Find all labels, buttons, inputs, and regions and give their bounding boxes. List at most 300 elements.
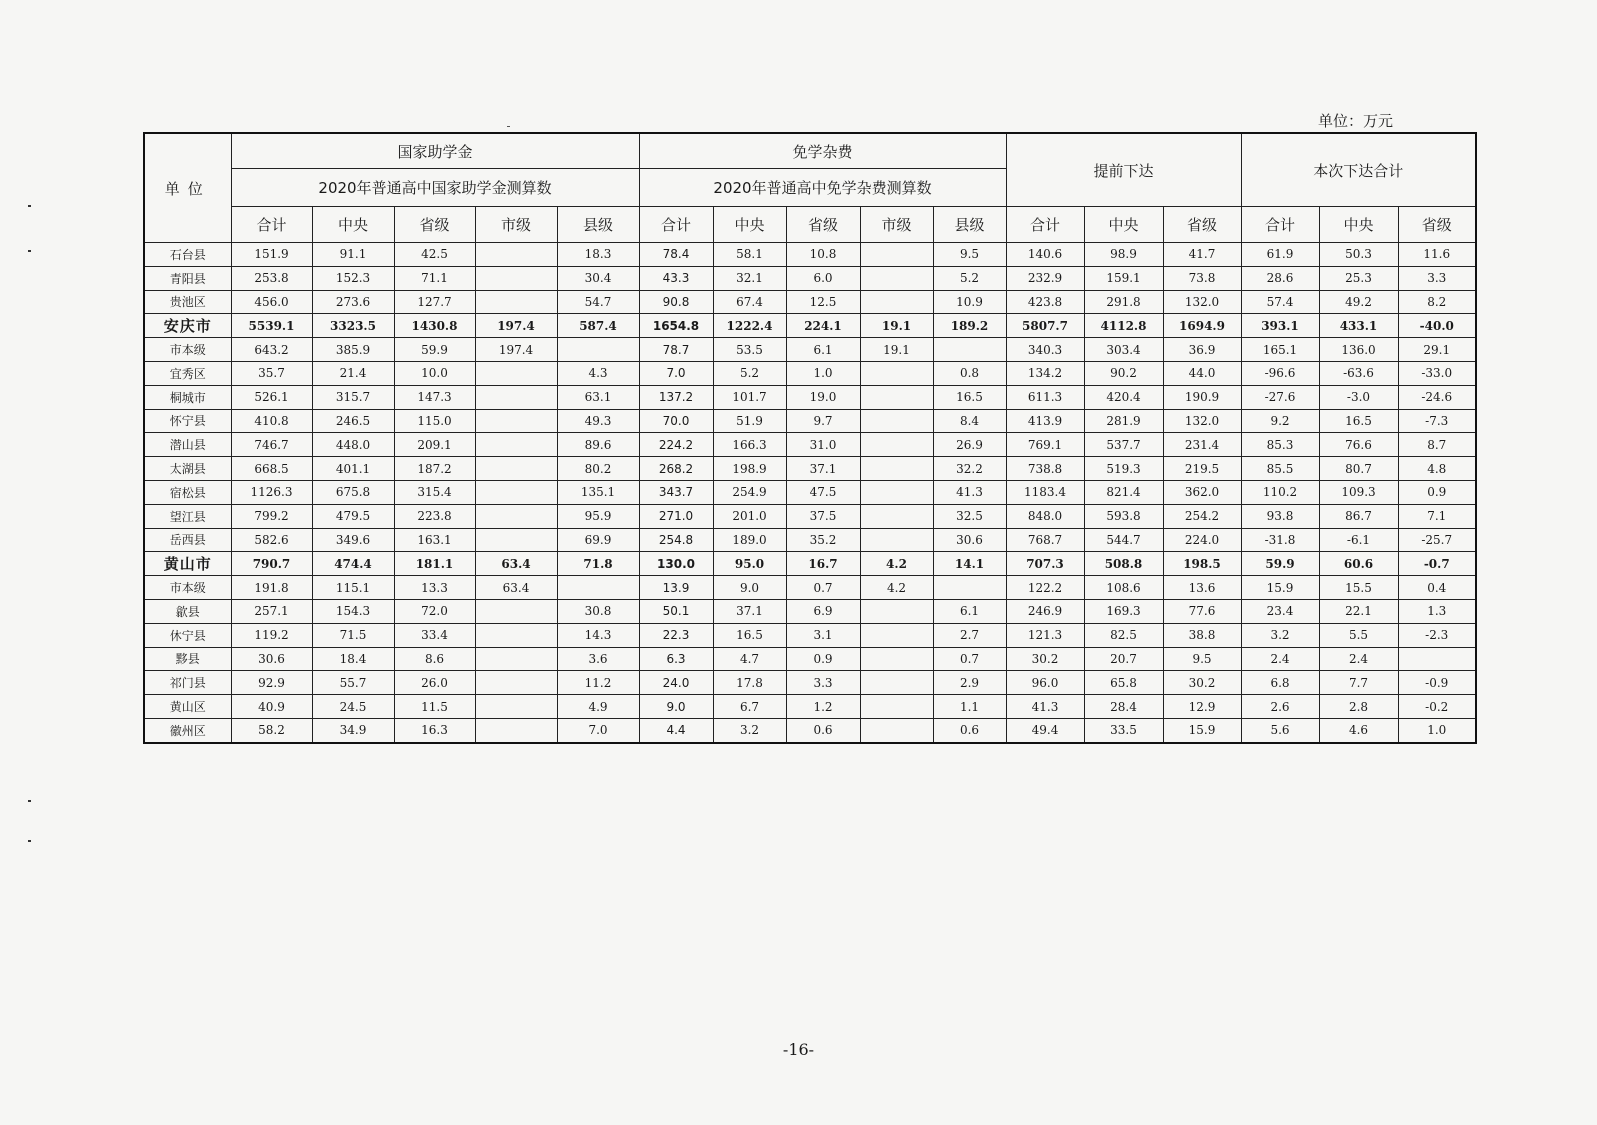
table-cell: 6.3 [639, 647, 713, 671]
table-cell: 1.0 [1398, 718, 1476, 742]
table-cell [475, 361, 557, 385]
table-cell: 90.2 [1084, 361, 1163, 385]
table-cell: -96.6 [1241, 361, 1319, 385]
table-cell: 315.4 [394, 480, 475, 504]
table-cell: 4.3 [557, 361, 639, 385]
table-cell [860, 243, 933, 267]
table-row [144, 361, 1476, 385]
table-cell: 189.0 [713, 528, 786, 552]
table-cell: 19.1 [860, 338, 933, 362]
table-cell [860, 480, 933, 504]
table-cell: 28.4 [1084, 695, 1163, 719]
table-cell: 140.6 [1006, 243, 1084, 267]
table-cell: 18.3 [557, 243, 639, 267]
table-cell: 2.4 [1319, 647, 1398, 671]
table-cell [475, 695, 557, 719]
row-unit-name: 市本级 [144, 576, 231, 600]
table-cell: 15.5 [1319, 576, 1398, 600]
table-cell: 738.8 [1006, 457, 1084, 481]
table-cell [475, 647, 557, 671]
table-cell [860, 266, 933, 290]
table-row [144, 409, 1476, 433]
table-cell: 30.2 [1006, 647, 1084, 671]
table-cell: 41.3 [1006, 695, 1084, 719]
table-cell: 1430.8 [394, 314, 475, 338]
table-cell: 134.2 [1006, 361, 1084, 385]
table-cell: 9.2 [1241, 409, 1319, 433]
table-cell: 587.4 [557, 314, 639, 338]
table-cell: 137.2 [639, 385, 713, 409]
row-unit-name: 怀宁县 [144, 409, 231, 433]
row-unit-name: 市本级 [144, 338, 231, 362]
table-cell: 3.6 [557, 647, 639, 671]
table-cell: 2.7 [933, 623, 1006, 647]
table-cell: 59.9 [394, 338, 475, 362]
table-cell: 71.1 [394, 266, 475, 290]
table-cell: 0.9 [786, 647, 860, 671]
table-cell: 315.7 [312, 385, 394, 409]
row-unit-name: 安庆市 [144, 314, 231, 338]
table-cell [557, 338, 639, 362]
table-cell: 4.2 [860, 552, 933, 576]
table-cell: 291.8 [1084, 290, 1163, 314]
table-cell: 6.9 [786, 599, 860, 623]
table-cell [475, 290, 557, 314]
table-row [144, 647, 1476, 671]
table-cell: 362.0 [1163, 480, 1241, 504]
table-cell: 101.7 [713, 385, 786, 409]
table-cell: 11.5 [394, 695, 475, 719]
table-cell: 1694.9 [1163, 314, 1241, 338]
table-cell: 136.0 [1319, 338, 1398, 362]
table-cell: 5.6 [1241, 718, 1319, 742]
table-row [144, 599, 1476, 623]
table-cell: -3.0 [1319, 385, 1398, 409]
page-number: -16- [782, 1040, 815, 1059]
table-cell: 82.5 [1084, 623, 1163, 647]
table-cell: 44.0 [1163, 361, 1241, 385]
table-cell: 31.0 [786, 433, 860, 457]
table-cell: 42.5 [394, 243, 475, 267]
table-cell: 70.0 [639, 409, 713, 433]
column-header: 县级 [933, 207, 1006, 243]
table-cell [860, 528, 933, 552]
table-cell [1398, 647, 1476, 671]
table-cell: 191.8 [231, 576, 312, 600]
table-cell: 9.0 [713, 576, 786, 600]
table-cell: 4.9 [557, 695, 639, 719]
table-cell: 474.4 [312, 552, 394, 576]
table-cell: 273.6 [312, 290, 394, 314]
city-total-row [144, 552, 1476, 576]
table-cell: 303.4 [1084, 338, 1163, 362]
table-cell: 12.5 [786, 290, 860, 314]
table-cell: -27.6 [1241, 385, 1319, 409]
table-cell [475, 433, 557, 457]
table-cell: 166.3 [713, 433, 786, 457]
table-cell: 37.1 [786, 457, 860, 481]
table-row [144, 457, 1476, 481]
scan-mark [507, 126, 510, 127]
table-cell: 30.8 [557, 599, 639, 623]
table-cell: 67.4 [713, 290, 786, 314]
table-cell: 55.7 [312, 671, 394, 695]
table-cell: 198.5 [1163, 552, 1241, 576]
table-cell: 152.3 [312, 266, 394, 290]
table-cell: -33.0 [1398, 361, 1476, 385]
table-cell: 154.3 [312, 599, 394, 623]
table-cell: 77.6 [1163, 599, 1241, 623]
table-cell: 219.5 [1163, 457, 1241, 481]
table-cell: 23.4 [1241, 599, 1319, 623]
column-header: 市级 [860, 207, 933, 243]
table-cell: 1222.4 [713, 314, 786, 338]
table-cell: 9.5 [933, 243, 1006, 267]
table-cell [475, 409, 557, 433]
table-cell: -7.3 [1398, 409, 1476, 433]
table-cell: 30.4 [557, 266, 639, 290]
table-cell [475, 457, 557, 481]
table-cell: 1.3 [1398, 599, 1476, 623]
table-cell: 3.1 [786, 623, 860, 647]
table-cell: 6.1 [933, 599, 1006, 623]
table-cell: 6.8 [1241, 671, 1319, 695]
table-row [144, 385, 1476, 409]
table-cell: 119.2 [231, 623, 312, 647]
table-cell: 526.1 [231, 385, 312, 409]
table-cell: 224.2 [639, 433, 713, 457]
table-cell: 49.2 [1319, 290, 1398, 314]
table-cell: 9.5 [1163, 647, 1241, 671]
row-unit-name: 潜山县 [144, 433, 231, 457]
table-cell: 22.1 [1319, 599, 1398, 623]
table-cell: 257.1 [231, 599, 312, 623]
column-header: 合计 [1241, 207, 1319, 243]
table-cell: 110.2 [1241, 480, 1319, 504]
table-cell: 29.1 [1398, 338, 1476, 362]
table-cell: 121.3 [1006, 623, 1084, 647]
table-cell: 17.8 [713, 671, 786, 695]
table-cell: 127.7 [394, 290, 475, 314]
table-cell: 80.7 [1319, 457, 1398, 481]
table-cell [860, 385, 933, 409]
table-cell: 385.9 [312, 338, 394, 362]
table-cell: 14.1 [933, 552, 1006, 576]
column-header: 中央 [312, 207, 394, 243]
table-cell: 8.2 [1398, 290, 1476, 314]
table-cell: 71.8 [557, 552, 639, 576]
table-cell: -6.1 [1319, 528, 1398, 552]
table-cell: 0.9 [1398, 480, 1476, 504]
table-cell: 790.7 [231, 552, 312, 576]
table-cell: 593.8 [1084, 504, 1163, 528]
row-unit-name: 桐城市 [144, 385, 231, 409]
table-cell [475, 504, 557, 528]
header-national-grant: 国家助学金 [231, 133, 639, 169]
table-cell: -31.8 [1241, 528, 1319, 552]
table-cell: 40.9 [231, 695, 312, 719]
table-cell: 4.7 [713, 647, 786, 671]
table-cell [933, 338, 1006, 362]
table-cell: 0.7 [933, 647, 1006, 671]
table-cell: 21.4 [312, 361, 394, 385]
table-cell: 30.2 [1163, 671, 1241, 695]
table-cell: 611.3 [1006, 385, 1084, 409]
table-cell: 76.6 [1319, 433, 1398, 457]
table-cell: 16.3 [394, 718, 475, 742]
table-cell: 14.3 [557, 623, 639, 647]
table-cell: 169.3 [1084, 599, 1163, 623]
table-cell [860, 457, 933, 481]
table-cell: 41.3 [933, 480, 1006, 504]
table-cell: 36.9 [1163, 338, 1241, 362]
table-cell: 86.7 [1319, 504, 1398, 528]
table-cell: 8.7 [1398, 433, 1476, 457]
table-cell: 37.1 [713, 599, 786, 623]
table-cell: 343.7 [639, 480, 713, 504]
table-cell [860, 433, 933, 457]
column-header: 合计 [639, 207, 713, 243]
table-cell: 1654.8 [639, 314, 713, 338]
table-cell: 197.4 [475, 338, 557, 362]
table-cell: 0.7 [786, 576, 860, 600]
column-header: 省级 [786, 207, 860, 243]
table-cell: 71.5 [312, 623, 394, 647]
table-cell: -2.3 [1398, 623, 1476, 647]
table-cell: 675.8 [312, 480, 394, 504]
row-unit-name: 石台县 [144, 243, 231, 267]
table-cell: 19.0 [786, 385, 860, 409]
table-cell: -0.2 [1398, 695, 1476, 719]
table-row [144, 338, 1476, 362]
table-cell: 80.2 [557, 457, 639, 481]
table-cell: 410.8 [231, 409, 312, 433]
header-national-grant-sub: 2020年普通高中国家助学金测算数 [231, 169, 639, 207]
table-cell [475, 528, 557, 552]
row-unit-name: 宜秀区 [144, 361, 231, 385]
table-cell: 537.7 [1084, 433, 1163, 457]
table-cell: 54.7 [557, 290, 639, 314]
table-cell: 209.1 [394, 433, 475, 457]
table-cell: 32.1 [713, 266, 786, 290]
table-row [144, 504, 1476, 528]
table-cell [860, 290, 933, 314]
table-cell: 30.6 [933, 528, 1006, 552]
table-cell: 95.9 [557, 504, 639, 528]
column-header: 省级 [1163, 207, 1241, 243]
table-cell: 7.7 [1319, 671, 1398, 695]
row-unit-name: 歙县 [144, 599, 231, 623]
table-cell [860, 599, 933, 623]
scan-mark [28, 800, 31, 802]
table-cell: 0.4 [1398, 576, 1476, 600]
table-cell: -25.7 [1398, 528, 1476, 552]
column-header: 县级 [557, 207, 639, 243]
table-cell: 91.1 [312, 243, 394, 267]
table-cell: 1.2 [786, 695, 860, 719]
table-cell: 231.4 [1163, 433, 1241, 457]
table-row [144, 528, 1476, 552]
table-cell: 78.4 [639, 243, 713, 267]
row-unit-name: 黄山区 [144, 695, 231, 719]
table-cell: 201.0 [713, 504, 786, 528]
table-cell: 254.2 [1163, 504, 1241, 528]
column-header: 合计 [231, 207, 312, 243]
table-row [144, 718, 1476, 742]
table-cell: 11.6 [1398, 243, 1476, 267]
table-cell: -63.6 [1319, 361, 1398, 385]
table-cell: 73.8 [1163, 266, 1241, 290]
table-cell: 35.7 [231, 361, 312, 385]
table-cell: 2.8 [1319, 695, 1398, 719]
table-cell: 1183.4 [1006, 480, 1084, 504]
table-cell: 5.2 [933, 266, 1006, 290]
row-unit-name: 休宁县 [144, 623, 231, 647]
table-cell: 5.5 [1319, 623, 1398, 647]
table-cell: 132.0 [1163, 409, 1241, 433]
table-row [144, 695, 1476, 719]
table-cell [860, 409, 933, 433]
table-cell: 89.6 [557, 433, 639, 457]
row-unit-name: 岳西县 [144, 528, 231, 552]
table-cell: 96.0 [1006, 671, 1084, 695]
table-cell: 707.3 [1006, 552, 1084, 576]
table-cell: 232.9 [1006, 266, 1084, 290]
table-cell: 63.4 [475, 576, 557, 600]
table-cell: 254.8 [639, 528, 713, 552]
table-cell [475, 599, 557, 623]
table-cell: 821.4 [1084, 480, 1163, 504]
table-cell: 109.3 [1319, 480, 1398, 504]
table-cell: 643.2 [231, 338, 312, 362]
table-cell [860, 647, 933, 671]
table-cell: 2.4 [1241, 647, 1319, 671]
table-cell: 9.7 [786, 409, 860, 433]
column-header: 省级 [1398, 207, 1476, 243]
table-cell: 108.6 [1084, 576, 1163, 600]
table-cell [860, 671, 933, 695]
table-cell: 508.8 [1084, 552, 1163, 576]
table-cell: 190.9 [1163, 385, 1241, 409]
table-cell: 2.9 [933, 671, 1006, 695]
table-cell [860, 623, 933, 647]
table-cell: 224.1 [786, 314, 860, 338]
table-cell: 78.7 [639, 338, 713, 362]
table-cell: 3.2 [1241, 623, 1319, 647]
table-cell: 72.0 [394, 599, 475, 623]
row-unit-name: 太湖县 [144, 457, 231, 481]
row-unit-name: 青阳县 [144, 266, 231, 290]
table-cell: 41.7 [1163, 243, 1241, 267]
table-cell: 37.5 [786, 504, 860, 528]
table-cell: 1.0 [786, 361, 860, 385]
table-cell: 198.9 [713, 457, 786, 481]
scan-mark [28, 250, 31, 252]
table-cell: 19.1 [860, 314, 933, 338]
table-cell: 13.9 [639, 576, 713, 600]
table-cell: 181.1 [394, 552, 475, 576]
table-cell [475, 243, 557, 267]
table-cell: 246.5 [312, 409, 394, 433]
table-row [144, 243, 1476, 267]
table-cell: 253.8 [231, 266, 312, 290]
table-cell: 61.9 [1241, 243, 1319, 267]
table-cell [860, 695, 933, 719]
table-cell: 50.3 [1319, 243, 1398, 267]
table-cell: 132.0 [1163, 290, 1241, 314]
table-cell: 47.5 [786, 480, 860, 504]
table-cell: 254.9 [713, 480, 786, 504]
table-cell: 4112.8 [1084, 314, 1163, 338]
table-cell: 340.3 [1006, 338, 1084, 362]
row-unit-name: 贵池区 [144, 290, 231, 314]
table-cell: 22.3 [639, 623, 713, 647]
table-cell: 271.0 [639, 504, 713, 528]
table-cell: 163.1 [394, 528, 475, 552]
table-cell: 7.0 [557, 718, 639, 742]
table-cell: 16.5 [1319, 409, 1398, 433]
table-cell: -24.6 [1398, 385, 1476, 409]
table-cell: 187.2 [394, 457, 475, 481]
table-cell: 34.9 [312, 718, 394, 742]
table-cell: 746.7 [231, 433, 312, 457]
table-cell: 35.2 [786, 528, 860, 552]
table-cell: 189.2 [933, 314, 1006, 338]
table-cell [933, 576, 1006, 600]
table-cell: 668.5 [231, 457, 312, 481]
table-cell: 0.6 [786, 718, 860, 742]
table-cell [557, 576, 639, 600]
table-cell [860, 504, 933, 528]
table-cell: 85.5 [1241, 457, 1319, 481]
table-row [144, 623, 1476, 647]
table-cell: 5807.7 [1006, 314, 1084, 338]
table-cell: 6.0 [786, 266, 860, 290]
table-cell: 32.5 [933, 504, 1006, 528]
header-advance: 提前下达 [1006, 133, 1241, 207]
table-cell: 10.0 [394, 361, 475, 385]
row-unit-name: 望江县 [144, 504, 231, 528]
table-cell: 135.1 [557, 480, 639, 504]
table-cell: -0.7 [1398, 552, 1476, 576]
table-cell [475, 266, 557, 290]
table-cell [475, 385, 557, 409]
table-cell: 420.4 [1084, 385, 1163, 409]
row-unit-name: 祁门县 [144, 671, 231, 695]
column-header: 中央 [1319, 207, 1398, 243]
table-cell: 5539.1 [231, 314, 312, 338]
table-cell: 281.9 [1084, 409, 1163, 433]
table-row [144, 480, 1476, 504]
header-unit: 单位 [144, 133, 231, 243]
table-cell: 0.6 [933, 718, 1006, 742]
table-cell: 60.6 [1319, 552, 1398, 576]
table-cell: 12.9 [1163, 695, 1241, 719]
column-header: 省级 [394, 207, 475, 243]
table-cell: 33.5 [1084, 718, 1163, 742]
table-cell: 423.8 [1006, 290, 1084, 314]
table-cell: 50.1 [639, 599, 713, 623]
table-cell: 115.0 [394, 409, 475, 433]
table-cell [860, 361, 933, 385]
table-cell: 544.7 [1084, 528, 1163, 552]
allocation-table [143, 132, 1477, 744]
scan-mark [28, 840, 31, 842]
table-cell: 58.1 [713, 243, 786, 267]
table-row [144, 433, 1476, 457]
table-cell: 20.7 [1084, 647, 1163, 671]
table-cell: 8.4 [933, 409, 1006, 433]
